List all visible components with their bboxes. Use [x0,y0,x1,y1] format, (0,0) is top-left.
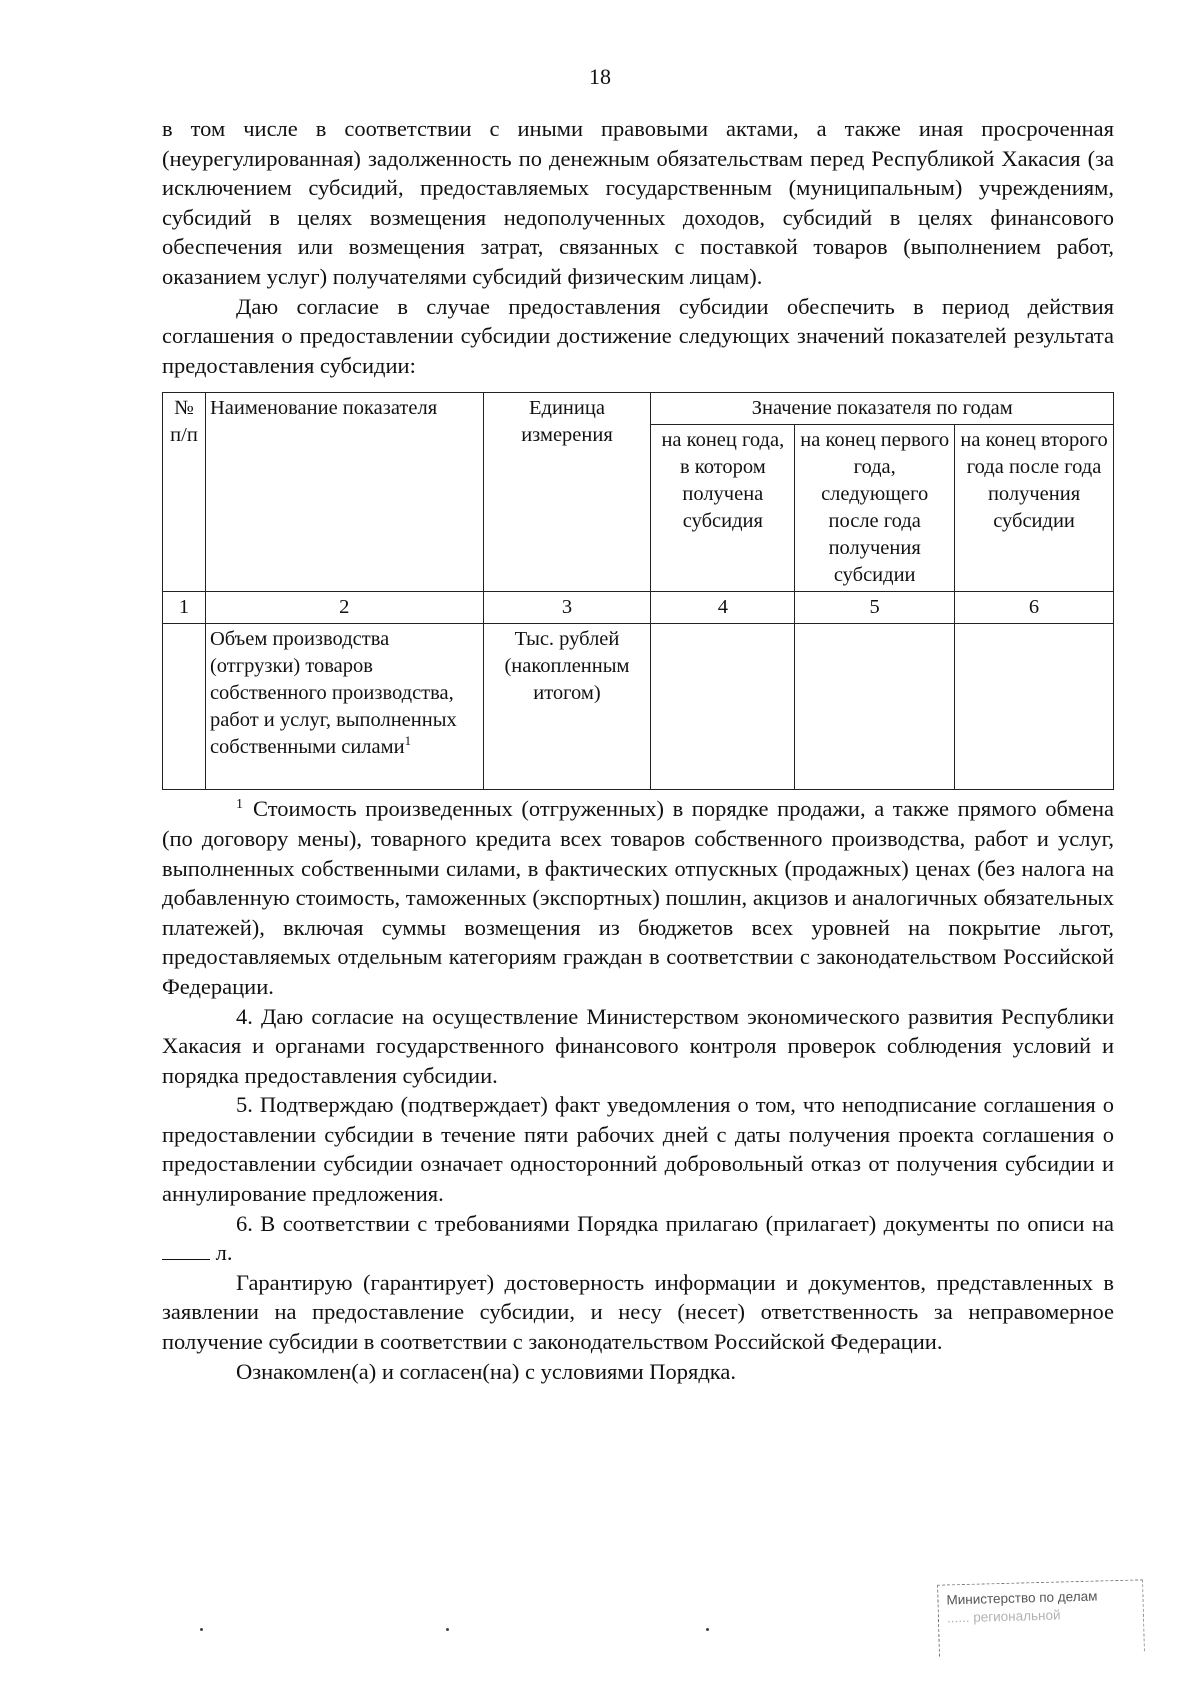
page-number: 18 [589,64,611,89]
header-number: № п/п [163,393,206,592]
stamp-line-2: ...... региональной [946,1607,1061,1626]
item-6 [162,1209,1114,1268]
scan-speck [200,1628,203,1631]
footnote-number: 1 [236,796,243,812]
row-number [163,624,206,790]
footnote-text: Стоимость произведенных (отгруженных) в порядке продажи, а также прямого обмена (по договору мены), товарного кредита всех товаров собственного производства, работ и услуг, выполненных собственными силами, в фактических отпускных (продажных) ценах (без налога на добавленную стоимость, таможенных (экспортных) пошлин, акцизов и аналогичных обязательных платежей), включая суммы возмещения из бюджетов всех уровней на покрытие льгот, предоставляемых отдельным категориям граждан в соответствии с законодательством Российской Федерации. [162,796,1114,999]
footnote-mark: 1 [404,733,412,749]
header-values-by-year: Значение показателя по годам [651,393,1114,425]
row-value-year1 [795,624,955,790]
row-value-year2 [955,624,1114,790]
scan-speck [706,1628,709,1631]
paragraph-continuation: в том числе в соответствии с иными правовыми актами, а также иная просроченная (неурегулированная) задолженность по денежным обязательствам перед Республикой Хакасия (за исключением субсидий, предоставляемых государственным (муниципальным) учреждениям, субсидий в целях возмещения недополученных доходов, субсидий в целях финансового обеспечения или возмещения затрат, связанных с поставкой товаров (выполнением работ, оказанием услуг) получателями субсидий физическим лицам). [162,116,1114,289]
header-unit: Единица измерения [483,393,651,592]
pages-count-blank [162,1241,210,1260]
header-first-year: на конец первого года, следующего после года получения субсидии [795,425,955,592]
row-value-year0 [651,624,795,790]
row-unit: Тыс. рублей (накопленным итогом) [483,624,651,790]
column-number: 5 [795,592,955,624]
header-second-year: на конец второго года после года получения субсидии [955,425,1114,592]
table-header-row [163,393,1114,425]
column-number: 4 [651,592,795,624]
guarantee-paragraph: Гарантирую (гарантирует) достоверность информации и документов, представленных в заявлении на предоставление субсидии, и несу (несет) ответственность за неправомерное получение субсидии в соответствии с законодательством Российской Федерации. [162,1269,1114,1355]
paragraph-consent-indicators: Даю согласие в случае предоставления субсидии обеспечить в период действия соглашения о предоставлении субсидии достижение следующих значений показателей результата предоставления субсидии: [162,293,1114,378]
item-6-text: 6. В соответствии с требованиями Порядка прилагаю (прилагает) документы по описи на [236,1210,1114,1236]
table-row [163,624,1114,790]
column-number: 1 [163,592,206,624]
acknowledgement: Ознакомлен(а) и согласен(на) с условиями Порядка. [236,1358,736,1384]
indicators-table [162,392,1114,790]
column-number: 6 [955,592,1114,624]
document-body [162,114,1114,1386]
item-5: 5. Подтверждаю (подтверждает) факт уведомления о том, что неподписание соглашения о предоставлении субсидии в течение пяти рабочих дней с даты получения проекта соглашения о предоставлении субсидии означает односторонний добровольный отказ от получения субсидии и аннулирование предложения. [162,1092,1114,1207]
item-4: 4. Даю согласие на осуществление Министерством экономического развития Республики Хакасия и органами государственного финансового контроля проверок соблюдения условий и порядка предоставления субсидии. [162,1003,1114,1088]
table-column-numbers-row [163,592,1114,624]
ministry-stamp [937,1579,1145,1656]
column-number: 3 [483,592,651,624]
row-indicator-name [205,624,483,790]
stamp-line-1: Министерство по делам [946,1588,1098,1608]
header-indicator-name: Наименование показателя [205,393,483,592]
header-year-received: на конец года, в котором получена субсидия [651,425,795,592]
indicator-name-text: Объем производства (отгрузки) товаров собственного производства, работ и услуг, выполненных собственными силами [209,628,457,759]
column-number: 2 [205,592,483,624]
scan-speck [446,1628,449,1631]
item-6-suffix: л. [215,1240,233,1266]
footnote [162,794,1114,1001]
